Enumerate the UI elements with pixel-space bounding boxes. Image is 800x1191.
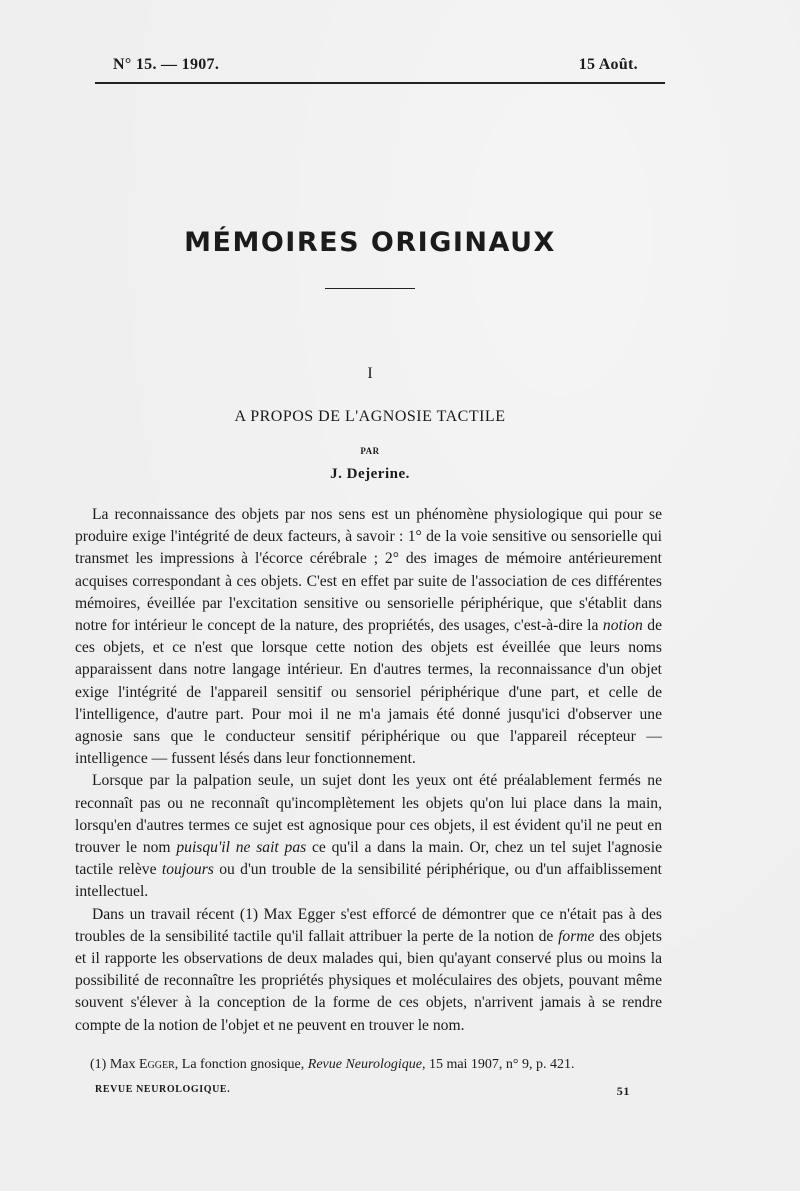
footnote-journal: Revue Neurologique: [307, 1057, 422, 1072]
paragraph: [75, 904, 662, 1037]
emphasis-text: toujours: [161, 861, 214, 879]
article-body: [75, 504, 662, 1037]
footnote-author: Egger: [139, 1057, 175, 1072]
section-title: MÉMOIRES ORIGINAUX: [184, 227, 556, 258]
running-header: [113, 56, 638, 74]
paragraph-text: ce qu'il a dans la main. Or, chez un tel sujet l'agnosie tactile relève: [75, 839, 663, 879]
byline-par: PAR: [360, 446, 380, 456]
emphasis-text: forme: [558, 927, 595, 945]
header-rule: [95, 82, 665, 84]
paragraph: [75, 770, 662, 903]
page-footer: [95, 1084, 630, 1099]
article-number: I: [367, 365, 373, 382]
paragraph: [75, 504, 662, 770]
footnote-text: , La fonction gnosique,: [174, 1057, 308, 1072]
paragraph-text: La reconnaissance des objets par nos sens est un phénomène physiologique qui pour se produire exige l'intégrité de deux facteurs, à savoir : 1° de la voie sensitive ou sensorielle qui transmet les impressions à l'écorce cérébrale ; 2° des images de mémoire antérieurement acquises correspondant à ces objets. C'est en effet par suite de l'association de ces différentes mémoires, éveillée par l'excitation sensitive ou sensorielle périphérique, que s'établit dans notre for intérieur le concept de la nature, des propriétés, des usages, c'est-à-dire la: [75, 506, 662, 635]
title-rule: [325, 288, 415, 289]
paragraph-text: Lorsque par la palpation seule, un sujet dont les yeux ont été préalablement fermés ne reconnaît pas ou ne reconnaît qu'incomplètement les objets qu'on lui place dans la main, lorsqu'en d'autres termes ce sujet est agnosique pour ces objets, il est évident qu'il ne peut en trouver le nom: [75, 772, 662, 857]
footer-journal: REVUE NEUROLOGIQUE.: [95, 1084, 231, 1095]
emphasis-text: puisqu'il ne sait pas: [176, 839, 307, 857]
issue-date: 15 Août.: [578, 56, 638, 73]
paragraph-text: des objets et il rapporte les observations de deux malades qui, bien qu'ayant conservé plus ou moins la possibilité de reconnaître les propriétés physiques et moléculaires des objets, pouvant même souvent s'élever à la conception de la forme de ces objets, n'arrivent jamais à se rendre compte de la notion de l'objet et ne peuvent en trouver le nom.: [75, 927, 662, 1034]
paragraph-text: ou d'un trouble de la sensibilité périphérique, ou d'un affaiblissement intellectuel.: [75, 861, 662, 901]
footnote-marker: (1) Max: [90, 1057, 139, 1072]
issue-number: N° 15. — 1907.: [113, 56, 220, 73]
byline-author: J. Dejerine.: [330, 466, 410, 482]
paragraph-text: Dans un travail récent (1) Max Egger s'est efforcé de démontrer que ce n'était pas à des troubles de la sensibilité tactile qu'il fallait attribuer la perte de la notion de: [75, 905, 662, 945]
footnote: [90, 1056, 660, 1074]
emphasis-text: notion: [602, 617, 643, 635]
page-number: 51: [616, 1084, 630, 1098]
article-title: A PROPOS DE L'AGNOSIE TACTILE: [234, 408, 506, 425]
footnote-citation: , 15 mai 1907, n° 9, p. 421.: [421, 1057, 575, 1072]
paragraph-text: de ces objets, et ce n'est que lorsque cette notion des objets est éveillée que leurs noms apparaissent dans notre langage intérieur. En d'autres termes, la reconnaissance d'un objet exige l'intégrité de l'appareil sensitif ou sensoriel périphérique d'une part, et celle de l'intelligence, d'autre part. Pour moi il ne m'a jamais été donné jusqu'ici d'observer une agnosie sans que le conducteur sensitif périphérique ou que l'appareil récepteur — intelligence — fussent lésés dans leur fonctionnement.: [75, 617, 662, 768]
